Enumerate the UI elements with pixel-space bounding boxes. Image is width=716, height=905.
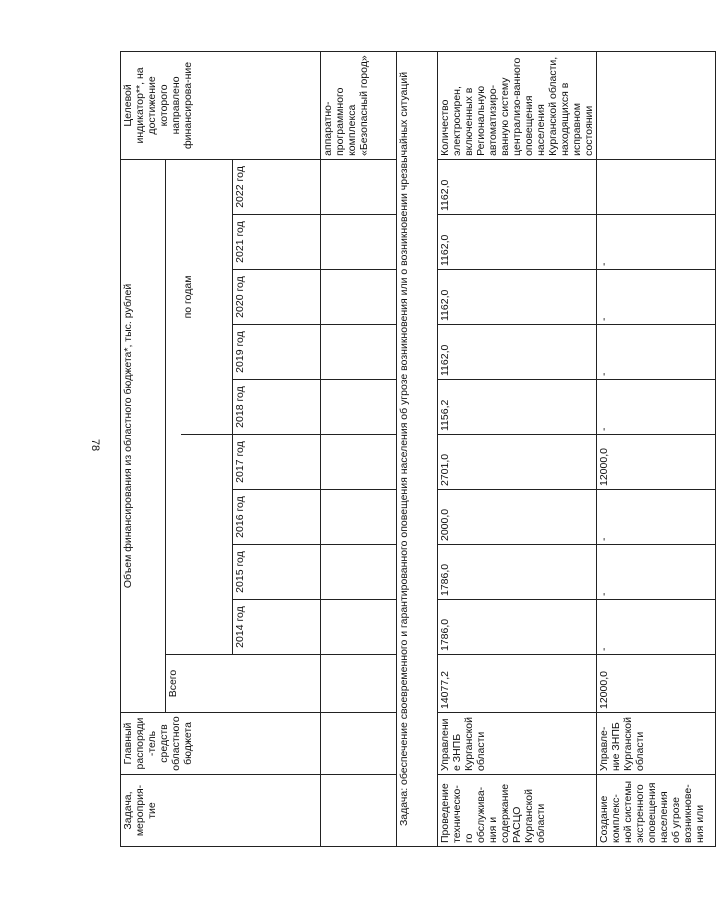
funding-table [120,51,716,847]
year-value-cell: - [597,270,716,325]
header-task: Задача, мероприя-тие [121,775,321,847]
year-header: 2015 год [233,545,321,600]
header-row [121,51,166,846]
indicator-cell: Количество электросирен, включенных в Региональную автоматизиро-ванную систему централизо-ванного оповещения населения Курганской области, находящихся в исправном состоянии [438,51,597,159]
year-header: 2018 год [233,380,321,435]
year-header: 2020 год [233,270,321,325]
year-value-cell: 12000,0 [597,435,716,490]
table-row [597,51,716,846]
year-header: 2022 год [233,159,321,214]
year-value-cell: - [597,325,716,380]
year-value-cell: 1162,0 [438,215,597,270]
page-number: 78 [89,438,101,452]
carryover-indicator: аппаратно-программного комплекса «Безопасный город» [321,51,397,159]
header-spacer [181,435,233,655]
year-value-cell [597,159,716,214]
indicator-cell [597,51,716,159]
year-header: 2016 год [233,490,321,545]
year-header: 2017 год [233,435,321,490]
year-value-cell: 1162,0 [438,159,597,214]
task-text: Задача: обеспечение своевременного и гарантированного оповещения населения об угрозе возникновения или о возникновении чрезвычайных ситуаций [397,51,438,846]
year-value-cell: - [597,545,716,600]
header-funding: Объем финансирования из областного бюджета*, тыс. рублей [121,159,166,712]
year-value-cell: - [597,600,716,655]
year-header: 2014 год [233,600,321,655]
year-value-cell: 1162,0 [438,270,597,325]
task-row [397,51,438,846]
year-value-cell: 1156,2 [438,380,597,435]
year-header: 2019 год [233,325,321,380]
measure-cell: Проведение техническо-го обслужива-ния и содержание РАСЦО Курганской области [438,775,597,847]
carryover-row [321,51,397,846]
year-value-cell: 2000,0 [438,490,597,545]
year-value-cell: 1786,0 [438,545,597,600]
header-manager: Главный распоряди-тель средств областного бюджета [121,713,321,775]
header-indicator: Целевой индикатор**, на достижение которого направлено финансирова-ние [121,51,321,159]
rotated-table-frame [120,52,706,847]
year-value-cell: - [597,380,716,435]
year-value-cell: - [597,490,716,545]
table-row [438,51,597,846]
total-cell: 12000,0 [597,655,716,713]
year-value-cell: 2701,0 [438,435,597,490]
manager-cell: Управле-ние ЗНПБ Курганской области [597,713,716,775]
year-value-cell: 1162,0 [438,325,597,380]
measure-cell: Создание комплекс-ной системы экстренного оповещения населения об угрозе возникнове-ния или [597,775,716,847]
manager-cell: Управление ЗНПБ Курганской области [438,713,597,775]
year-value-cell: - [597,215,716,270]
header-by-years: по годам [181,159,233,434]
rotated-table [120,52,706,847]
year-header: 2021 год [233,215,321,270]
year-value-cell: 1786,0 [438,600,597,655]
header-spacer [166,159,182,654]
total-cell: 14077,2 [438,655,597,713]
header-total: Всего [166,655,321,713]
